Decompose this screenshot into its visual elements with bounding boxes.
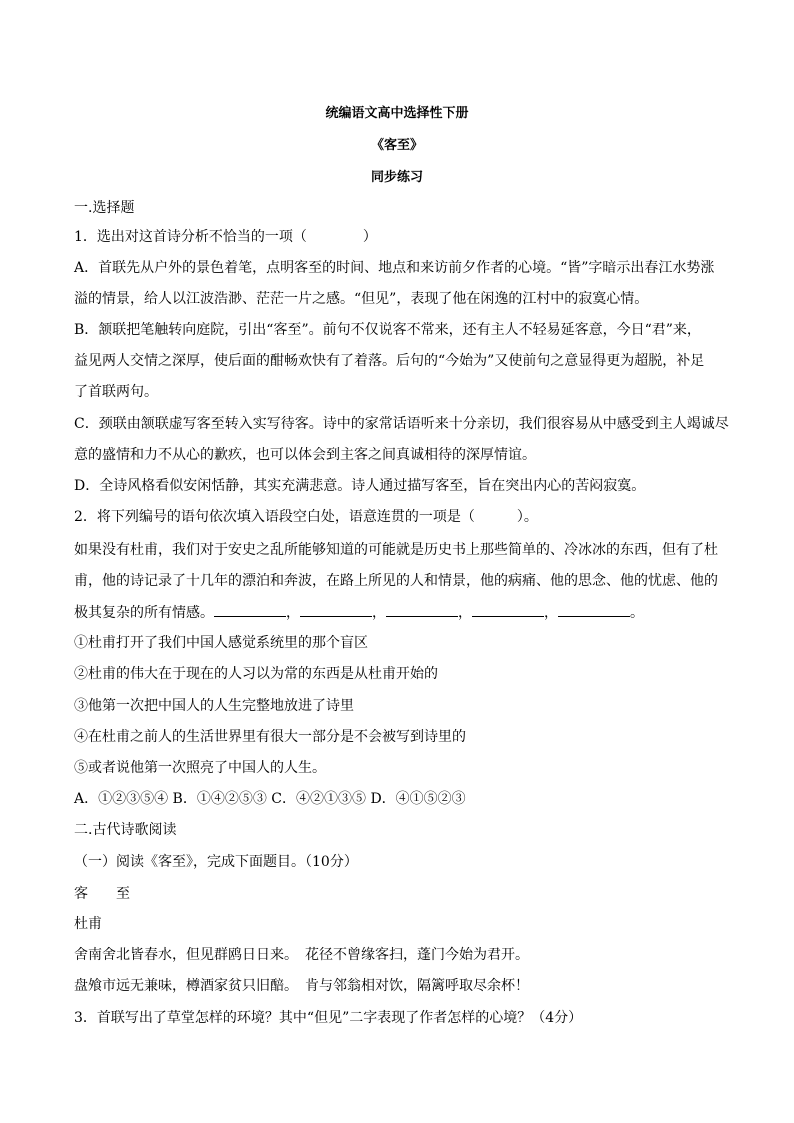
part1-heading: 一.选择题	[74, 200, 135, 216]
answer-blank	[300, 602, 372, 617]
q2-passage-prefix: 极其复杂的所有情感。	[74, 605, 214, 621]
answer-blank	[386, 602, 458, 617]
document-subtitle: 《客至》	[370, 138, 423, 153]
part2-heading: 二.古代诗歌阅读	[74, 822, 177, 838]
period: 。	[630, 605, 644, 621]
q2-sentence-1: ①杜甫打开了我们中国人感觉系统里的那个盲区	[74, 635, 368, 651]
comma: ，	[286, 605, 300, 621]
comma: ，	[372, 605, 386, 621]
answer-blank	[214, 602, 286, 617]
q2-stem: 2．将下列编号的语句依次填入语段空白处，语意连贯的一项是（ ）。	[74, 509, 538, 525]
q2-passage-line2: 甫，他的诗记录了十几年的漂泊和奔波，在路上所见的人和情景，他的病痛、他的思念、他的忧虑、他的	[74, 573, 718, 589]
q2-options: A．①②③⑤④ B．①④②⑤③ C．④②①③⑤ D．④①⑤②③	[74, 791, 466, 807]
poem-line-1: 舍南舍北皆春水，但见群鸥日日来。 花径不曾缘客扫，蓬门今始为君开。	[74, 947, 529, 963]
poem-line-2: 盘飧市远无兼味，樽酒家贫只旧醅。 肯与邻翁相对饮，隔篱呼取尽余杯！	[74, 978, 529, 994]
q2-sentence-4: ④在杜甫之前人的生活世界里有很大一部分是不会被写到诗里的	[74, 729, 466, 745]
answer-blank	[558, 602, 630, 617]
poem-title: 客 至	[74, 886, 130, 902]
q1-option-d-line1: D．全诗风格看似安闲恬静，其实充满悲意。诗人通过描写客至，旨在突出内心的苦闷寂寞。	[74, 478, 646, 494]
q1-option-b-line3: 了首联两句。	[74, 384, 158, 400]
q3-stem: 3．首联写出了草堂怎样的环境？其中“但见”二字表现了作者怎样的心境？（4分）	[74, 1010, 583, 1026]
q1-option-b-line1: B．颔联把笔触转向庭院，引出“客至”。前句不仅说客不常来，还有主人不轻易延客意，今日“君”来，	[74, 322, 701, 338]
q2-passage-line3	[74, 602, 734, 623]
q1-option-a-line1: A．首联先从户外的景色着笔，点明客至的时间、地点和来访前夕作者的心境。“皆”字暗示出春江水势涨	[74, 260, 715, 276]
document-title: 统编语文高中选择性下册	[325, 106, 469, 121]
answer-blank	[472, 602, 544, 617]
q1-stem: 1．选出对这首诗分析不恰当的一项（ ）	[74, 229, 377, 245]
section-title: 同步练习	[370, 170, 423, 185]
q1-option-c-line1: C．颈联由颔联虚写客至转入实写待客。诗中的家常话语听来十分亲切，我们很容易从中感受到主人竭诚尽	[74, 416, 729, 432]
poem-author: 杜甫	[74, 916, 102, 932]
part2-intro: （一）阅读《客至》，完成下面题目。（10分）	[74, 854, 358, 870]
comma: ，	[458, 605, 472, 621]
q1-option-b-line2: 益见两人交情之深厚，使后面的酣畅欢快有了着落。后句的“今始为”又使前句之意显得更为超脱，补足	[74, 353, 705, 369]
comma: ，	[544, 605, 558, 621]
q2-sentence-3: ③他第一次把中国人的人生完整地放进了诗里	[74, 698, 354, 714]
q2-sentence-2: ②杜甫的伟大在于现在的人习以为常的东西是从杜甫开始的	[74, 666, 438, 682]
q2-sentence-5: ⑤或者说他第一次照亮了中国人的人生。	[74, 760, 326, 776]
q2-passage-line1: 如果没有杜甫，我们对于安史之乱所能够知道的可能就是历史书上那些简单的、冷冰冰的东西，但有了杜	[74, 542, 718, 558]
q1-option-c-line2: 意的盛情和力不从心的歉疚，也可以体会到主客之间真诚相待的深厚情谊。	[74, 447, 536, 463]
q1-option-a-line2: 溢的情景，给人以江波浩渺、茫茫一片之感。“但见”，表现了他在闲逸的江村中的寂寞心情。	[74, 291, 649, 307]
